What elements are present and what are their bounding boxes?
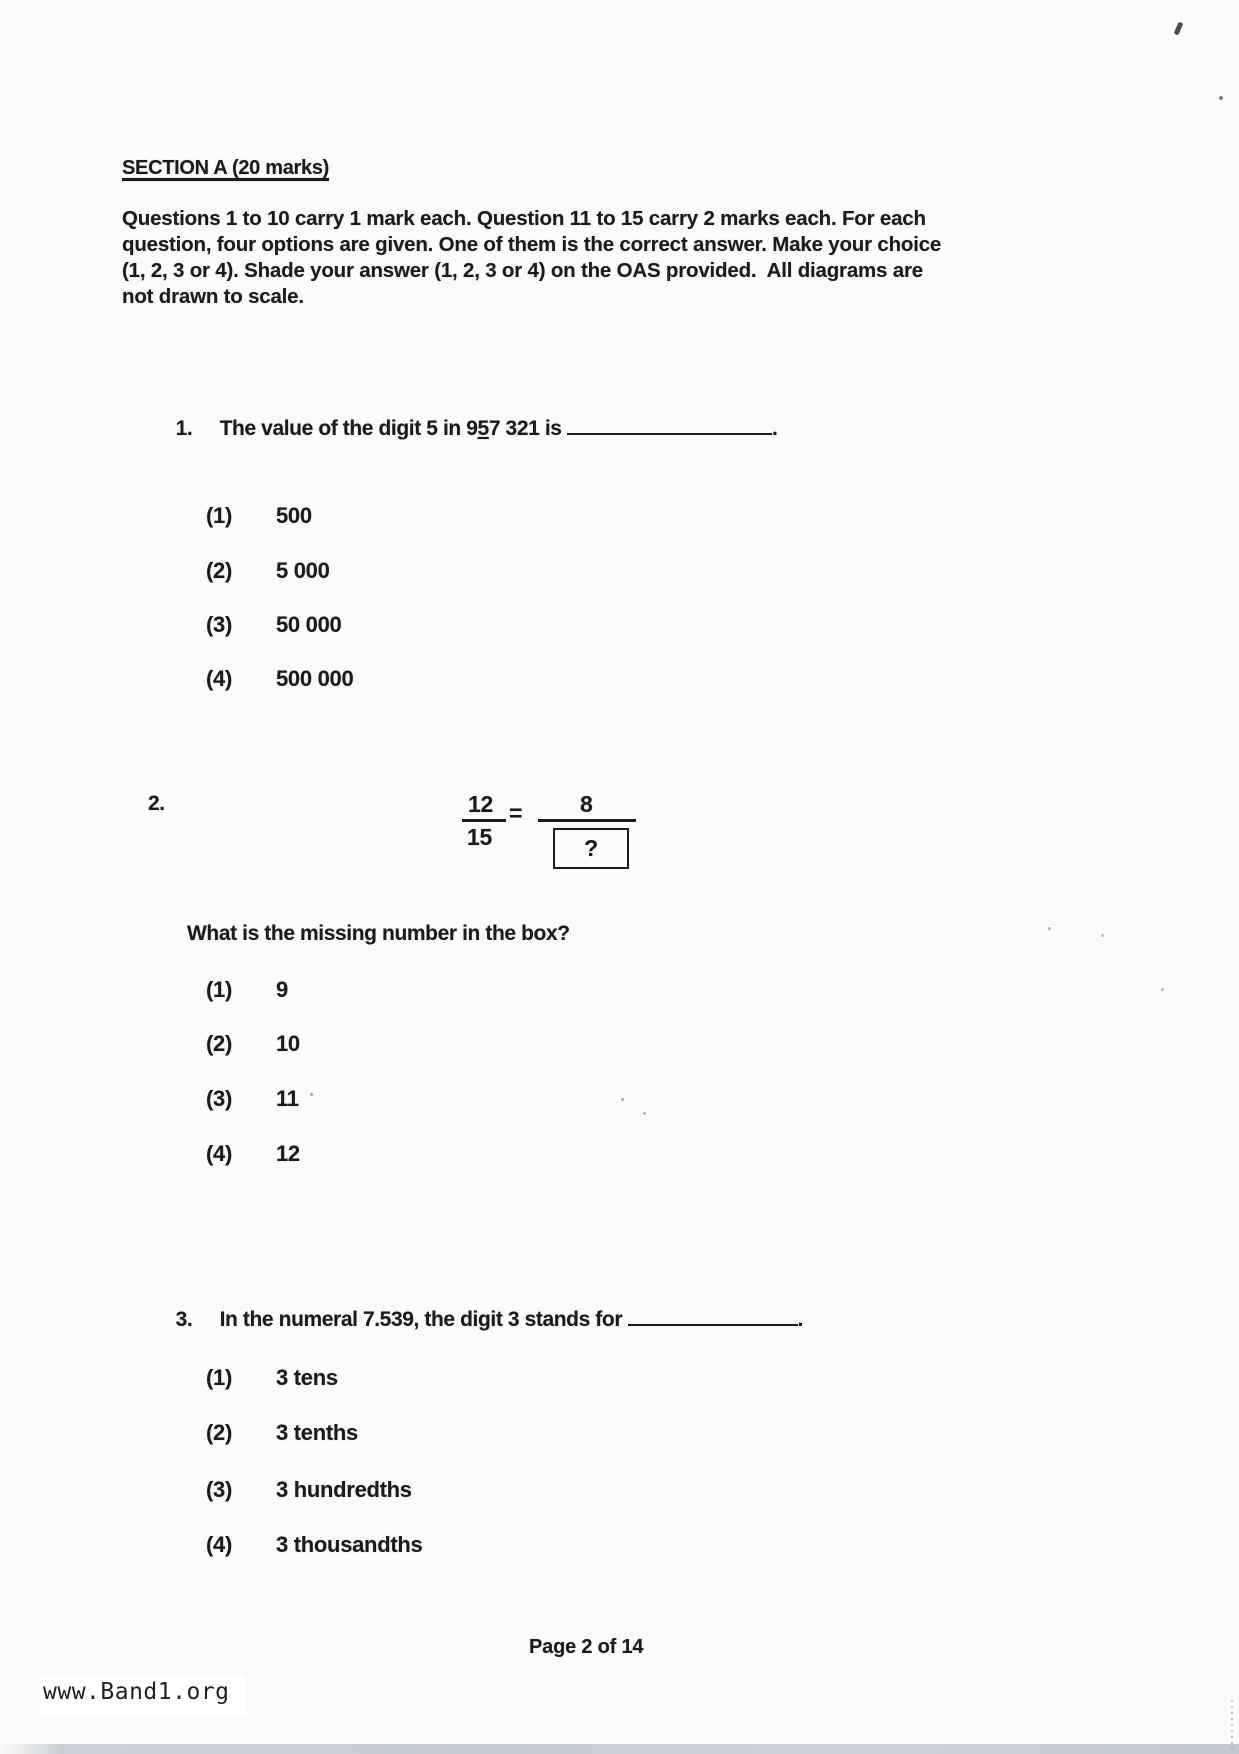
option-marker: (3) (206, 1086, 232, 1111)
option-row (206, 1532, 422, 1558)
left-fraction-denominator: 15 (467, 824, 492, 850)
question-text-segment: In the numeral 7.539, the digit 3 stands for (219, 1308, 628, 1331)
scan-speck (1161, 988, 1164, 991)
option-value: 10 (276, 1031, 300, 1056)
option-marker: (3) (206, 612, 232, 637)
option-value: 3 tens (276, 1365, 338, 1390)
period: . (797, 1308, 803, 1331)
instructions-line: Questions 1 to 10 carry 1 mark each. Question 11 to 15 carry 2 marks each. For each (122, 207, 926, 230)
instructions-line: not drawn to scale. (122, 285, 304, 308)
option-row (206, 1365, 338, 1391)
scan-edge-strip (0, 1744, 1239, 1754)
option-value: 50 000 (276, 612, 342, 637)
option-value: 11 (276, 1086, 299, 1111)
option-row (206, 503, 312, 529)
left-fraction-bar (462, 819, 506, 822)
option-row (206, 1141, 300, 1167)
option-marker: (3) (206, 1477, 232, 1502)
option-value: 3 tenths (276, 1420, 358, 1445)
question-2-prompt: What is the missing number in the box? (187, 922, 570, 945)
scan-speck (1174, 22, 1184, 36)
option-row (206, 1086, 299, 1112)
question-1-text (143, 391, 777, 465)
right-fraction-bar (538, 819, 636, 822)
option-row (206, 1477, 412, 1503)
option-row (206, 1031, 300, 1057)
scan-speck (310, 1093, 313, 1096)
scan-speck (1231, 1700, 1233, 1752)
scan-speck (1048, 927, 1051, 930)
scan-speck (1219, 96, 1223, 100)
option-value: 5 000 (276, 558, 330, 583)
option-row (206, 666, 353, 692)
scan-speck (1101, 934, 1104, 937)
question-text-segment: The value of the digit 5 in 9 (219, 417, 478, 440)
option-value: 3 thousandths (276, 1532, 423, 1557)
section-heading: SECTION A (20 marks) (122, 157, 330, 179)
left-fraction-numerator: 12 (468, 791, 493, 817)
missing-number-box: ? (553, 828, 629, 869)
right-fraction-numerator: 8 (580, 791, 593, 817)
option-row (206, 558, 330, 584)
option-row (206, 612, 342, 638)
scan-speck (621, 1098, 624, 1101)
option-value: 12 (276, 1141, 300, 1166)
page-number: Page 2 of 14 (529, 1636, 644, 1658)
option-marker: (4) (206, 666, 232, 691)
option-value: 500 000 (276, 666, 354, 691)
answer-blank (567, 415, 772, 435)
option-value: 9 (276, 977, 288, 1002)
option-value: 3 hundredths (276, 1477, 412, 1502)
option-marker: (2) (206, 1420, 232, 1445)
instructions-line: question, four options are given. One of them is the correct answer. Make your choice (122, 233, 942, 256)
equals-sign: = (509, 800, 523, 826)
option-marker: (1) (206, 977, 232, 1002)
period: . (771, 417, 778, 440)
question-number: 1. (175, 417, 193, 440)
option-marker: (2) (206, 1031, 232, 1056)
scan-speck (643, 1112, 646, 1115)
site-watermark: www.Band1.org (39, 1674, 246, 1714)
instructions-line: (1, 2, 3 or 4). Shade your answer (1, 2, 3 or 4) on the OAS provided. All diagrams are (122, 259, 923, 282)
answer-blank (628, 1306, 798, 1326)
question-number: 3. (175, 1308, 193, 1331)
question-3-text (143, 1282, 803, 1356)
option-marker: (4) (206, 1532, 232, 1557)
underlined-digit: 5 (477, 417, 489, 440)
option-row (206, 1420, 358, 1446)
option-marker: (1) (206, 503, 232, 528)
question-text-segment: 7 321 is (488, 417, 567, 440)
option-marker: (2) (206, 558, 232, 583)
question-number: 2. (148, 792, 165, 815)
option-marker: (4) (206, 1141, 232, 1166)
option-marker: (1) (206, 1365, 232, 1390)
option-row (206, 977, 288, 1003)
option-value: 500 (276, 503, 312, 528)
